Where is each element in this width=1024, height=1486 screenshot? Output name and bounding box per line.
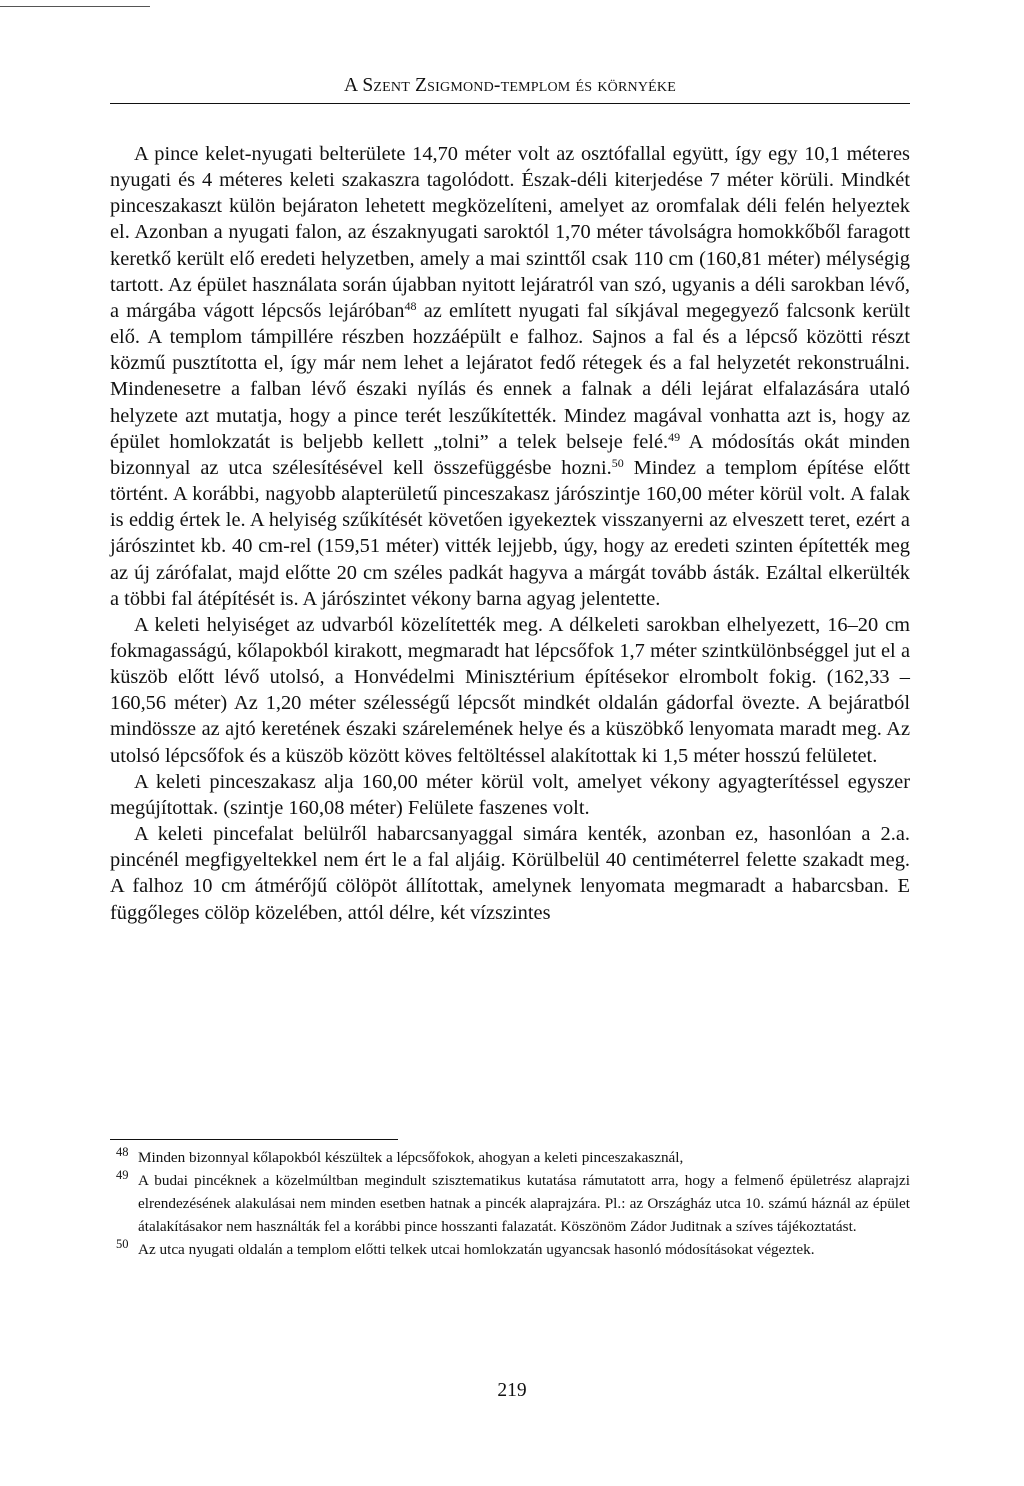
paragraph-text: az említett nyugati fal síkjával megegyező falcsonk került elő. A templom támpillére részben hozzáépült e falhoz. Sajnos a fal és a lépcső közötti részt közmű pusztította el, így már nem lehet a lejáratot fedő rétegek és a fal helyzetét rekonstruálni. Mindenesetre a falban lévő északi nyílás és ennek a falnak a déli lejárat elfalazására utaló helyzete azt mutatja, hogy a pince terét leszűkítették. Mindez magával vonhatta azt is, hogy az épület homlokzatát is beljebb kellett „tolni” a telek belseje felé.	[110, 299, 910, 453]
main-text	[110, 141, 910, 926]
header-part: A	[344, 75, 363, 96]
paragraph-text: A pince kelet-nyugati belterülete 14,70 méter volt az osztófallal együtt, így egy 10,1 méteres nyugati és 4 méteres keleti szakaszra tagolódott. Észak-déli kiterjedése 7 méter körüli. Mindkét pinceszakaszt külön bejáraton lehetett megközelíteni, amelyet az oromfalak déli felén helyeztek el. Azonban a nyugati falon, az északnyugati saroktól 1,70 méter távolságra homokkőből faragott keretkő került elő eredeti helyzetben, amely a mai szinttől csak 110 cm (160,81 méter) mélységig tartott. Az épület használata során újabban nyitott lejáratról van szó, ugyanis a déli sarokban lévő, a márgába vágott lépcsős lejáróban	[110, 143, 910, 322]
page-number: 219	[497, 1380, 527, 1401]
paragraph-text: Mindez a templom építése előtt történt. A korábbi, nagyobb alapterületű pinceszakasz járószintje 160,00 méter körül volt. A falak is eddig értek le. A helyiség szűkítését követően igyekeztek visszanyerni az elveszett teret, ezért a járószintet kb. 40 cm-rel (159,51 méter) vitték lejjebb, úgy, hogy az eredeti szinten építették meg az új zárófalat, majd előtte 20 cm széles padkát hagyva a márgát tovább ásták. Ezáltal elkerülték a többi fal átépítését is. A járószintet vékony barna agyag jelentette.	[110, 456, 910, 610]
header-part: Z	[409, 75, 428, 96]
footnote-49	[110, 1169, 910, 1238]
footnote-ref-50[interactable]: 50	[611, 455, 624, 470]
running-header	[110, 75, 910, 104]
footnote-number: 50	[116, 1237, 129, 1251]
footnote-number: 48	[116, 1145, 129, 1159]
footnote-text: A budai pincéknek a közelmúltban megindult szisztematikus kutatása rámutatott arra, hogy a felmenő épületrész alaprajzi elrendezésének alakulásai nem minden esetben hatnak a pincék alaprajzára. Pl.: az Országház utca 10. számú háznál az épület átalakításakor nem használták fel a korábbi pince hosszanti falazatát. Köszönöm Zádor Juditnak a szíves tájékoztatást.	[138, 1172, 910, 1235]
top-edge-rule	[0, 6, 150, 7]
footnote-48	[110, 1146, 910, 1169]
header-part: környéke	[597, 75, 676, 96]
header-part: és	[570, 75, 598, 96]
paragraph-3: A keleti pinceszakasz alja 160,00 méter körül volt, amelyet vékony agyagterítéssel egyszer megújítottak. (szintje 160,08 méter) Felülete faszenes volt.	[110, 770, 910, 819]
footnote-text: Minden bizonnyal kőlapokból készültek a lépcsőfokok, ahogyan a keleti pinceszakasznál,	[138, 1149, 684, 1166]
footnote-text: Az utca nyugati oldalán a templom előtti telkek utcai homlokzatán ugyancsak hasonló módosításokat végeztek.	[138, 1241, 815, 1258]
paragraph-2: A keleti helyiséget az udvarból közelítették meg. A délkeleti sarokban elhelyezett, 16–20 cm fokmagasságú, kőlapokból kirakott, megmaradt hat lépcsőfok 1,7 méter szintkülönbséggel jut el a küszöb előtt lévő utolsó, a Honvédelmi Minisztérium építésekor elrombolt fokig. (162,33 –160,56 méter) Az 1,20 méter szélességű lépcsőt mindkét oldalán gádorfal övezte. A bejáratból mindössze az ajtó keretének északi szárelemének helye és a küszöbkő lenyomata maradt meg. Az utolsó lépcsőfok és a küszöb között köves feltöltéssel alakítottak ki 1,5 méter hosszú felületet.	[110, 613, 910, 767]
paragraph-1	[110, 141, 910, 612]
footnote-ref-48[interactable]: 48	[404, 298, 417, 313]
header-part: sigmond	[427, 75, 494, 96]
header-part: templom	[500, 75, 571, 96]
footnotes	[110, 1146, 910, 1261]
header-part: Szent	[362, 75, 410, 96]
header-rule	[110, 103, 910, 104]
running-head-title	[110, 75, 910, 103]
footnote-50	[110, 1238, 910, 1261]
paragraph-4: A keleti pincefalat belülről habarcsanyaggal simára kenték, azonban ez, hasonlóan a 2.a. pincénél megfigyeltekkel nem ért le a fal aljáig. Körülbelül 40 centiméterrel felette szakadt meg. A falhoz 10 cm átmérőjű cölöpöt állítottak, amelynek lenyomata megmaradt a habarcsban. E függőleges cölöp közelében, attól délre, két vízszintes	[110, 823, 910, 924]
footnote-number: 49	[116, 1168, 129, 1182]
footnote-separator	[110, 1139, 398, 1140]
header-part: -	[493, 75, 501, 96]
footnote-ref-49[interactable]: 49	[668, 429, 681, 444]
paragraph-text: A módosítás okát minden bizonnyal az utca szélesítésével kell összefüggésbe hozni.	[110, 430, 910, 479]
